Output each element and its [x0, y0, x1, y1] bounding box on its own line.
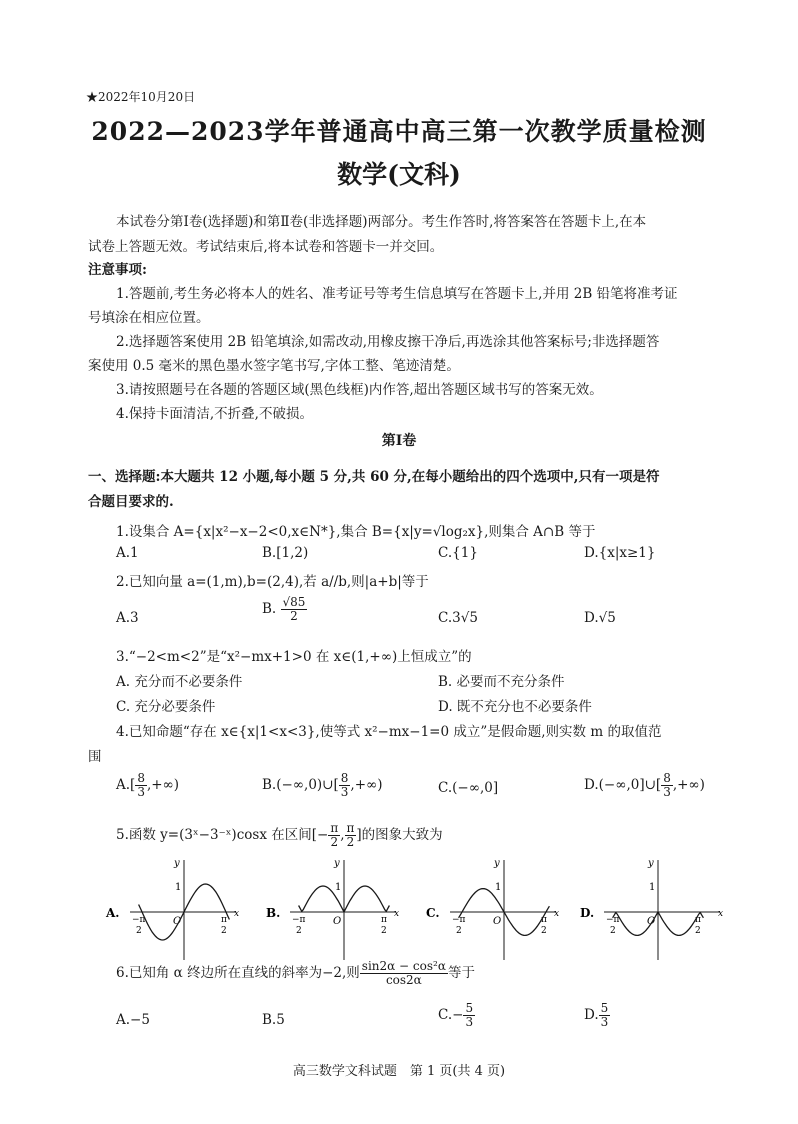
q3-option-a: A. 充分而不必要条件 [116, 674, 243, 690]
q5-graph-b [264, 856, 404, 966]
q5-graph-b-pos-two: 2 [381, 926, 387, 936]
q5-graph-d [578, 856, 728, 966]
q5-frac-left-num: π [330, 821, 339, 835]
q4-option-a [116, 772, 179, 799]
q6-d-fraction [599, 1002, 611, 1029]
q5-graph-b-y-label: y [334, 858, 340, 869]
q2-option-b [262, 596, 307, 623]
exam-date: ★2022年10月20日 [86, 90, 196, 104]
q4-stem-a: 4.已知命题“存在 x∈{x|1<x<3},使等式 x²−mx−1=0 成立”是假命题,则实数 m 的取值范 [116, 724, 662, 740]
q1-option-c: C.{1} [438, 545, 478, 561]
q6-c-fraction [463, 1002, 475, 1029]
q4-b-fraction [339, 772, 351, 799]
q1-option-a: A.1 [116, 545, 139, 561]
section-title: 第Ⅰ卷 [381, 433, 417, 449]
q5-graph-d-y-label: y [648, 858, 654, 869]
q5-graph-d-x-label: x [718, 909, 724, 919]
q5-graph-c-neg-two: 2 [456, 926, 462, 936]
q6-d-den: 3 [600, 1015, 609, 1029]
q1-option-b: B.[1,2) [262, 545, 309, 561]
q4-a-suffix: ,+∞) [146, 777, 180, 793]
note-4: 4.保持卡面清洁,不折叠,不破损。 [116, 406, 313, 422]
q5-graph-b-neg-two: 2 [296, 926, 302, 936]
part-instructions-b: 合题目要求的. [88, 494, 174, 510]
q6-option-d [584, 1002, 610, 1029]
note-1-a: 1.答题前,考生务必将本人的姓名、准考证号等考生信息填写在答题卡上,并用 2B 铅笔将准考证 [116, 286, 678, 302]
q6-option-c [438, 1002, 475, 1029]
exam-title: 2022—2023学年普通高中高三第一次教学质量检测 [91, 117, 707, 146]
q2-option-d: D.√5 [584, 610, 616, 626]
q2-option-b-label: B. [262, 601, 277, 617]
q6-c-num: 5 [465, 1001, 474, 1015]
q4-d-fraction [661, 772, 673, 799]
q5-graph-d-neg-two: 2 [610, 926, 616, 936]
q5-graph-d-origin: O [647, 916, 656, 927]
q6-d-prefix: D. [584, 1007, 599, 1023]
q4-option-d [584, 772, 705, 799]
q4-option-c: C.(−∞,0] [438, 780, 499, 796]
q5-graph-a [104, 856, 244, 966]
q5-graph-d-neg-pi: −π [606, 915, 620, 925]
q5-graph-c-x-label: x [554, 909, 560, 919]
note-2-a: 2.选择题答案使用 2B 铅笔填涂,如需改动,用橡皮擦干净后,再选涂其他答案标号;非选择题答 [116, 334, 660, 350]
q4-a-den: 3 [137, 785, 145, 799]
note-2-b: 案使用 0.5 毫米的黑色墨水签字笔书写,字体工整、笔迹清楚。 [88, 358, 460, 374]
q5-stem-comma: , [340, 827, 345, 843]
q1-option-d: D.{x|x≥1} [584, 545, 656, 561]
notes-heading: 注意事项: [88, 262, 147, 278]
q6-stem-prefix: 6.已知角 α 终边所在直线的斜率为−2,则 [116, 965, 360, 981]
q1-stem: 1.设集合 A={x|x²−x−2<0,x∈N*},集合 B={x|y=√log₂x},则集合 A∩B 等于 [116, 524, 596, 540]
q5-graph-a-one: 1 [175, 882, 182, 893]
q6-c-prefix: C.− [438, 1007, 464, 1023]
q4-d-den: 3 [663, 785, 671, 799]
q3-stem: 3.“−2<m<2”是“x²−mx+1>0 在 x∈(1,+∞)上恒成立”的 [116, 649, 472, 665]
q5-graph-d-label: D. [580, 906, 595, 920]
q5-graph-a-origin: O [173, 916, 182, 927]
q2-stem: 2.已知向量 a=(1,m),b=(2,4),若 a//b,则|a+b|等于 [116, 574, 429, 590]
q5-graph-a-x-label: x [234, 909, 240, 919]
q5-graph-b-label: B. [266, 906, 281, 920]
q4-b-den: 3 [340, 785, 349, 799]
q5-graph-a-y-label: y [174, 858, 180, 869]
q6-option-a: A.−5 [116, 1012, 150, 1028]
q5-frac-left-den: 2 [330, 835, 339, 849]
q4-a-num: 8 [137, 771, 145, 785]
q2-option-b-fraction [281, 596, 308, 623]
q6-fraction [360, 960, 448, 987]
q6-d-num: 5 [600, 1001, 609, 1015]
q5-graph-c-label: C. [426, 906, 440, 920]
intro-line-1: 本试卷分第Ⅰ卷(选择题)和第Ⅱ卷(非选择题)两部分。考生作答时,将答案答在答题卡上,在本 [116, 214, 647, 230]
q4-a-fraction [135, 772, 147, 799]
q5-graph-a-neg-two: 2 [136, 926, 142, 936]
q5-frac-left [328, 822, 340, 849]
q4-stem-b: 围 [88, 749, 102, 765]
q5-graph-a-pos-two: 2 [221, 926, 227, 936]
q5-graph-c-one: 1 [495, 882, 502, 893]
q3-option-d: D. 既不充分也不必要条件 [438, 699, 592, 715]
q2-b-numerator: √85 [282, 595, 306, 609]
q2-b-denominator: 2 [290, 609, 298, 623]
q2-option-c: C.3√5 [438, 610, 478, 626]
q5-graph-b-one: 1 [335, 882, 342, 893]
q5-graph-d-one: 1 [649, 882, 656, 893]
q5-graph-a-neg-pi: −π [132, 915, 146, 925]
note-3: 3.请按照题号在各题的答题区域(黑色线框)内作答,超出答题区域书写的答案无效。 [116, 382, 603, 398]
q5-graph-a-pos-pi: π [221, 915, 227, 925]
q5-frac-right-num: π [346, 821, 355, 835]
q5-stem-suffix: ]的图象大致为 [356, 827, 443, 843]
q4-b-prefix: B.(−∞,0)∪[ [262, 777, 339, 793]
q5-stem [116, 822, 443, 849]
exam-subtitle: 数学(文科) [337, 160, 461, 189]
q6-stem-suffix: 等于 [447, 965, 475, 981]
q5-graph-c-pos-pi: π [541, 915, 547, 925]
page-footer: 高三数学文科试题 第 1 页(共 4 页) [292, 1064, 506, 1079]
q3-option-b: B. 必要而不充分条件 [438, 674, 565, 690]
q6-frac-num: sin2α − cos²α [361, 959, 446, 973]
q4-b-suffix: ,+∞) [350, 777, 383, 793]
q4-d-prefix: D.(−∞,0]∪[ [584, 777, 662, 793]
q5-graph-d-pos-pi: π [695, 915, 701, 925]
q6-option-b: B.5 [262, 1012, 285, 1028]
q4-a-prefix: A.[ [116, 777, 136, 793]
q4-option-b [262, 772, 383, 799]
q4-b-num: 8 [340, 771, 349, 785]
note-1-b: 号填涂在相应位置。 [88, 310, 210, 326]
q5-graph-b-neg-pi: −π [292, 915, 306, 925]
q4-d-num: 8 [663, 771, 671, 785]
q5-graph-a-label: A. [106, 906, 120, 920]
q4-d-suffix: ,+∞) [672, 777, 705, 793]
intro-line-2: 试卷上答题无效。考试结束后,将本试卷和答题卡一并交回。 [88, 239, 444, 255]
q5-graph-c-y-label: y [494, 858, 500, 869]
q5-graph-d-pos-two: 2 [695, 926, 701, 936]
q5-graph-c-neg-pi: −π [452, 915, 466, 925]
q5-frac-right-den: 2 [346, 835, 355, 849]
q5-graph-c-origin: O [493, 916, 502, 927]
q5-graph-b-pos-pi: π [381, 915, 387, 925]
q5-graph-c-pos-two: 2 [541, 926, 547, 936]
q5-graph-b-x-label: x [394, 909, 400, 919]
q6-frac-den: cos2α [385, 973, 422, 987]
q5-graph-c [424, 856, 564, 966]
q5-graph-b-origin: O [333, 916, 342, 927]
q5-stem-prefix: 5.函数 y=(3ˣ−3⁻ˣ)cosx 在区间[− [116, 827, 329, 843]
q2-option-a: A.3 [116, 610, 139, 626]
q5-frac-right [345, 822, 357, 849]
q6-stem [116, 960, 475, 987]
part-instructions-a: 一、选择题:本大题共 12 小题,每小题 5 分,共 60 分,在每小题给出的四个选项中,只有一项是符 [88, 469, 660, 485]
q3-option-c: C. 充分必要条件 [116, 699, 216, 715]
q6-c-den: 3 [465, 1015, 474, 1029]
